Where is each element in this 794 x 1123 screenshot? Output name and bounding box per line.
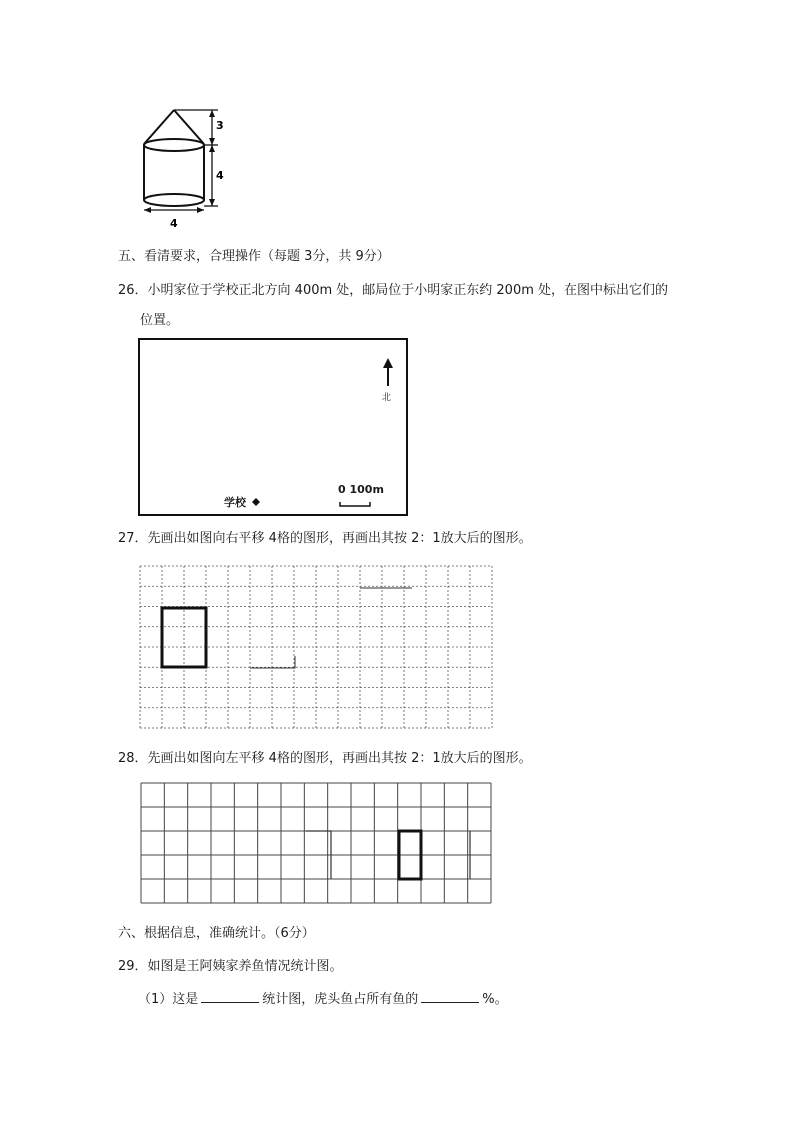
q29-sub1-prefix: （1）这是 bbox=[138, 992, 199, 1007]
q29-sub1-mid: 统计图，虎头鱼占所有鱼的 bbox=[262, 992, 419, 1007]
q26-text-line2: 位置。 bbox=[140, 313, 180, 328]
section6-heading: 六、根据信息，准确统计。（6分） bbox=[118, 926, 315, 941]
diameter-label: 4 bbox=[170, 217, 178, 230]
scale-label: 0 100m bbox=[338, 483, 384, 496]
q29-blank-percent[interactable] bbox=[421, 990, 479, 1003]
cylinder-height-label: 4 bbox=[216, 169, 224, 182]
scale-bar bbox=[340, 502, 370, 506]
school-label: 学校 bbox=[224, 496, 246, 509]
section5-heading: 五、看清要求，合理操作（每题 3分，共 9分） bbox=[118, 249, 390, 264]
school-dot-icon bbox=[252, 498, 260, 506]
q29-sub1 bbox=[138, 990, 508, 1009]
q29-sub1-suffix: %。 bbox=[482, 992, 508, 1007]
q29-blank-chart-type[interactable] bbox=[201, 990, 259, 1003]
q27-text: 27．先画出如图向右平移 4格的图形，再画出其按 2：1放大后的图形。 bbox=[118, 531, 532, 546]
q27-grid[interactable] bbox=[140, 566, 496, 732]
q28-grid[interactable] bbox=[141, 783, 493, 905]
cone-height-label: 3 bbox=[216, 119, 224, 132]
q26-text-line1: 26．小明家位于学校正北方向 400m 处，邮局位于小明家正东约 200m 处，在图中标出它们的 bbox=[118, 283, 669, 298]
cone-cylinder-figure bbox=[130, 100, 240, 230]
north-arrow-icon bbox=[383, 358, 393, 368]
cylinder-bottom-ellipse bbox=[144, 194, 204, 206]
cylinder-top-ellipse bbox=[144, 139, 204, 151]
north-label: 北 bbox=[382, 393, 392, 403]
q29-text: 29．如图是王阿姨家养鱼情况统计图。 bbox=[118, 959, 343, 974]
q28-text: 28．先画出如图向左平移 4格的图形，再画出其按 2：1放大后的图形。 bbox=[118, 751, 532, 766]
q26-map-box[interactable] bbox=[138, 338, 408, 516]
